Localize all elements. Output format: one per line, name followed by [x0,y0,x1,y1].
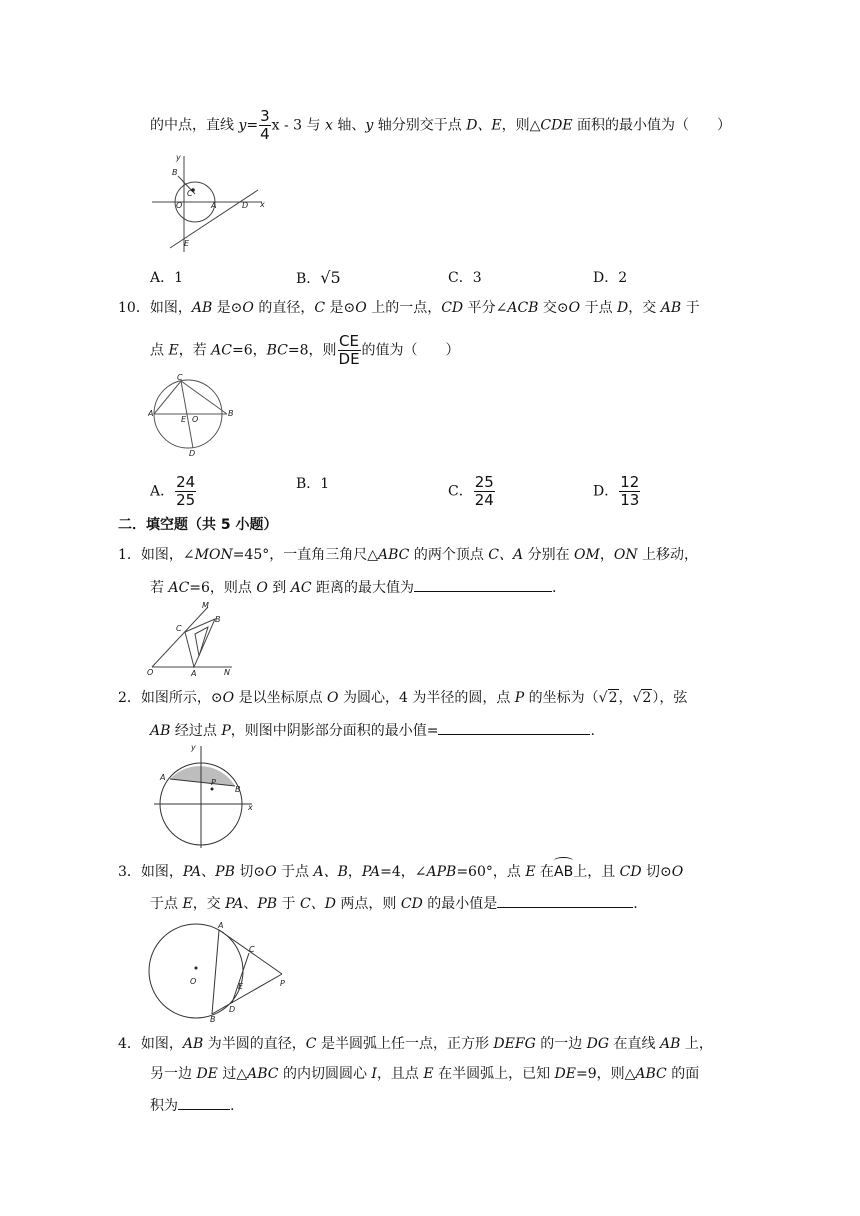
chord-ab [212,930,219,1014]
label-e: E [238,982,244,991]
label-b: B [215,615,221,624]
label-m: M [202,601,209,610]
label-o: O [190,977,197,986]
label-e: E [184,239,190,248]
label-a: A [218,921,224,930]
q9-option-a[interactable]: A．1 [150,270,184,286]
center-o [195,967,198,970]
label-c: C [187,189,193,198]
label-c: C [177,373,183,382]
sqrt-symbol: √ [598,690,608,706]
q9-option-b[interactable]: B．√5 [296,268,341,287]
f4-line3: 积为 . [150,1095,234,1116]
q9-slope-fraction: $\frac{3}{4}$ [260,107,270,143]
f1-line2: 若 AC=6，则点 O 到 AC 距离的最大值为 . [150,577,557,598]
ray-om [152,607,208,667]
label-o: O [176,201,183,210]
q9-option-c[interactable]: C．3 [448,270,482,286]
f3-line2: 于点 E，交 PA、PB 于 C、D 两点，则 CD 的最小值是 . [150,893,638,914]
label-d: D [242,201,249,210]
label-b: B [172,168,178,177]
label-b: B [228,409,234,418]
f2-line2: AB 经过点 P，则图中阴影部分面积的最小值= . [150,720,595,741]
f4-line1: 4．如图，AB 为半圆的直径，C 是半圆弧上任一点，正方形 DEFG 的一边 DG 在直线 AB 上， [118,1036,713,1052]
label-y: y [176,153,181,162]
q10-figure [148,372,238,457]
label-a: A [148,409,154,418]
sqrt-symbol: √ [632,690,642,706]
tangent-pb [212,974,282,1014]
f3-line1: 3．如图，PA、PB 切⊙O 于点 A、B，PA=4，∠APB=60°，点 E 在 AB上，且 CD 切⊙O [118,862,683,882]
label-a: A [191,669,197,678]
q9-option-d[interactable]: D．2 [593,270,628,286]
chord-bc [181,381,227,414]
label-a: A [211,201,217,210]
q10-line2: 点 E，若 AC=6，BC=8，则 $\frac{CE}{DE}$ 的值为（ ） [150,332,460,368]
arc-ab: AB [554,862,573,882]
label-p: P [280,979,285,988]
q9-line1: 的中点，直线 y= $\frac{3}{4}$ x - 3 与 x 轴、y 轴分别交于点 D、E，则△CDE 面积的最小值为（ ） [150,107,732,143]
label-p: P [211,778,216,787]
f1-line1: 1．如图，∠MON=45°，一直角三角尺△ABC 的两个顶点 C、A 分别在 OM，ON 上移动， [118,547,699,563]
answer-blank[interactable] [178,1095,230,1110]
q10-option-b[interactable]: B．1 [296,476,330,492]
label-c: C [176,624,182,633]
q10-option-c[interactable]: C． $\frac{25}{24}$ [448,473,494,509]
tangent-cd [232,953,249,1003]
q10-option-a[interactable]: A． $\frac{24}{25}$ [150,473,196,509]
q10-ratio-fraction: $\frac{CE}{DE}$ [338,332,360,368]
label-b: B [210,1015,216,1024]
label-o: O [192,415,199,424]
label-b: B [235,785,241,794]
q10-line1: 10．如图，AB 是⊙O 的直径，C 是⊙O 上的一点，CD 平分∠ACB 交⊙O 于点 D，交 AB 于 [118,300,700,316]
label-o: O [147,668,154,677]
f4-line2: 另一边 DE 过△ABC 的内切圆圆心 I，且点 E 在半圆弧上，已知 DE=9，则△ABC 的面 [150,1066,700,1082]
answer-blank[interactable] [414,577,552,592]
label-c: C [249,945,255,954]
f2-line1: 2．如图所示，⊙O 是以坐标原点 O 为圆心，4 为半径的圆，点 P 的坐标为（√2，√2），弦 [118,690,688,706]
label-d: D [229,1005,236,1014]
point-p [211,788,214,791]
section-title: 二．填空题（共 5 小题） [118,517,278,533]
label-x: x [260,200,265,209]
label-d: D [189,449,196,457]
label-y: y [191,743,196,752]
label-n: N [224,668,230,677]
f2-figure [146,740,261,850]
answer-blank[interactable] [497,893,633,908]
f3-figure [146,918,296,1024]
arc-mark-icon [554,857,573,864]
q9-figure [150,150,270,255]
q10-option-d[interactable]: D． $\frac{12}{13}$ [593,473,640,509]
answer-blank[interactable] [438,720,590,735]
label-a: A [160,773,166,782]
f1-figure [146,600,238,678]
label-x: x [248,803,253,812]
label-e: E [181,415,187,424]
triangle-inner [195,627,208,656]
